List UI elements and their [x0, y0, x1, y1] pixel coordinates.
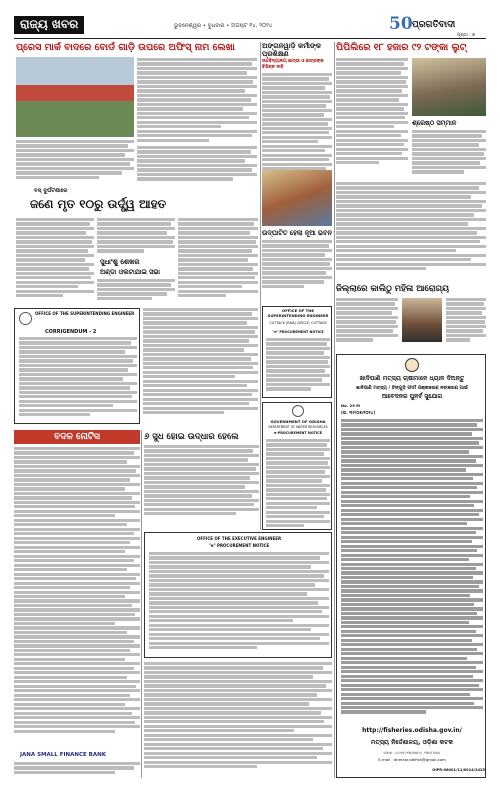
pull-quote-names2: ଅଣ୍ଡା ଓଲଟାଯାଇ ସଭା [100, 268, 160, 276]
story4-headline: ଜଣେ ମୃତ ୧୦ରୁ ଉର୍ଦ୍ଧ୍ୱ ଆହତ [30, 197, 167, 211]
date-line: ଭୁବନେଶ୍ୱର • ବୁଧବାର • ଅଗଷ୍ଟ ୧୪, ୨୦୨୪ [174, 23, 273, 29]
story7-body [262, 240, 332, 300]
story3-body-c [336, 182, 486, 278]
col-rule-3 [334, 42, 335, 778]
left-ad1-emblem [19, 312, 32, 325]
fish-emblem [405, 358, 419, 372]
fish-body [341, 419, 483, 715]
fish-sub2: ଆବେଦନର ପୁନର୍ବ ସୁଯୋଗ [381, 393, 443, 400]
story3-photo [412, 58, 486, 116]
story7-headline: ଉଦ୍‌ଘାଟିତ ହେଲା ନୂଆ ଭବନ [262, 229, 332, 237]
mid-ad1-notice: "e" PROCUREMENT NOTICE [272, 330, 324, 334]
mid-ad-3 [144, 532, 332, 658]
story1-body-under-photo [16, 140, 134, 184]
anniversary-logo: 50 [389, 14, 413, 34]
mid-ad2-emblem [292, 405, 304, 417]
page-label: ପୃଷ୍ଠା : ୭ [457, 33, 475, 38]
mid-ad1-sub: CUTTACK (R&B) CIRCLE, CUTTACK [269, 321, 327, 325]
story1-body-col3 [137, 146, 257, 184]
fisheries-ad [336, 354, 486, 778]
story4-kicker: ବସ୍ ଦୁର୍ଘଟଣାରେ [34, 188, 68, 194]
masthead: ପ୍ରଗତିବାଦୀ [412, 20, 456, 30]
story6-body-b [446, 298, 486, 352]
section-title: ରାଜ୍ୟ ଖବର [20, 17, 79, 31]
story6-headline: ଜିଲ୍ଲାରେ କାଲିଠୁ ମହିଳା ଆରୋଗ୍ୟ [336, 284, 449, 294]
story6-photo [402, 298, 442, 342]
fish-email[interactable]: E-mail : director.odifish@gmail.com [378, 757, 446, 762]
fish-no: No. 29 M [341, 403, 360, 408]
fish-sub: ଖାଦିପାଣି ମତ୍ସ୍ୟ / ଚିଙ୍ଗୁଡ଼ି ଫାର୍ମ ପଞ୍ଜୀକରଣ ନବୀକରଣ ପାଇଁ [356, 386, 468, 391]
page-header [14, 14, 486, 38]
mid-ad1-title: OFFICE OF THE SUPERINTENDING ENGINEER [267, 308, 329, 318]
col-rule-1 [141, 430, 142, 778]
fish-url[interactable]: http://fisheries.odisha.gov.in/ [362, 727, 462, 734]
story4-body-b [97, 218, 175, 256]
mid-ad-2 [262, 402, 332, 530]
col-rule-2 [260, 42, 261, 530]
mid-ad-1 [262, 306, 332, 398]
pull-quote-names: ସୁଧାଂଶୁ ଶେଖର [100, 258, 140, 266]
story2-headline: ଅଙ୍ଗନୱାଡ଼ି କର୍ମୀଙ୍କ ପ୍ରଶିକ୍ଷଣ [262, 42, 321, 58]
mid-ad3-title: OFFICE OF THE EXECUTIVE ENGINEER [196, 536, 282, 541]
left-ad1-sub: CORRIGENDUM - 2 [45, 329, 97, 335]
fish-title: ଖାଦିପାଣି ମତ୍ସ୍ୟ ଚାଷୀମାନେ ଧ୍ୟାନ ଦିଅନ୍ତୁ [359, 375, 465, 382]
fish-phone: ଫୋନ : ୦୬୭୧-୨୩୦୧୫୦୯, ୨୩୦୮୫୩୪ [383, 751, 441, 755]
header-rule [14, 38, 486, 39]
bank-body [14, 762, 140, 778]
mid-ad1-body [266, 338, 330, 392]
mid-ad2-body [266, 439, 330, 529]
story5-body [144, 445, 259, 525]
mid-ad3-notice: "e" PROCUREMENT NOTICE [208, 543, 270, 548]
fish-date: (ତା. ୩୧/୦୭/୨୦୨୪) [341, 410, 376, 415]
story5-headline: ୬ ସୁଧ ହୋଇ ଉଦ୍ଧାର ହେଲେ [144, 432, 239, 442]
story1-body [137, 58, 257, 144]
story4-body-a [16, 218, 94, 303]
story6-body-a [336, 298, 398, 352]
story4-body-d [178, 218, 258, 305]
fish-oipr: OIPR-06001/11/0014/2425 [432, 768, 485, 772]
story3-body-a [336, 58, 408, 178]
story4-body-c [97, 279, 175, 305]
story2-sub: ଉଚ୍ଚବିଦ୍ୟାଳୟ ଛାତ୍ରୀ ଓ ଛାତ୍ରଙ୍କ ବିଭିନ୍ନ ଦାବି [262, 59, 324, 70]
notice-band-body [14, 447, 140, 747]
story1-photo [16, 57, 134, 137]
story7-photo [262, 170, 332, 226]
story3-headline: ପିପିଲିରେ ୧୮ ହଜାର ୯୨ ଟଙ୍କା ଲୁଟ୍ [336, 42, 467, 53]
bottom-mid-filler [144, 662, 332, 778]
mid-ad2-notice: e-PROCUREMENT NOTICE [274, 431, 322, 435]
left-col-b-text [143, 308, 258, 428]
fish-office: ମତ୍ସ୍ୟ ନିର୍ଦ୍ଦେଶାଳୟ, ଓଡ଼ିଶା କଟକ [370, 739, 454, 746]
story8-headline: ଶ୍ରେଷ୍ଠ ସମ୍ମାନ [412, 119, 457, 127]
left-ad1-title: OFFICE OF THE SUPERINTENDING ENGINEER [35, 311, 135, 316]
story3-body-b [412, 130, 486, 190]
mid-ad2-title: GOVERNMENT OF ODISHA [270, 419, 326, 424]
left-ad1-body [19, 337, 137, 418]
notice-band: ବଦଳ ନୋଟିସ [14, 430, 140, 444]
mid-ad3-body [149, 552, 329, 651]
story1-headline: ପ୍ରେସ ମାର୍କ ବାଦରେ ବୋର୍ଡ ଗାଡ଼ି ଉପରେ ଅଫିସ୍ ନାମ ଲେଖା [16, 42, 235, 53]
bank-logo: JANA SMALL FINANCE BANK [20, 752, 106, 758]
mid-ad2-sub: DEPARTMENT OF WATER RESOURCES [268, 425, 328, 429]
left-ad-1 [14, 308, 140, 424]
